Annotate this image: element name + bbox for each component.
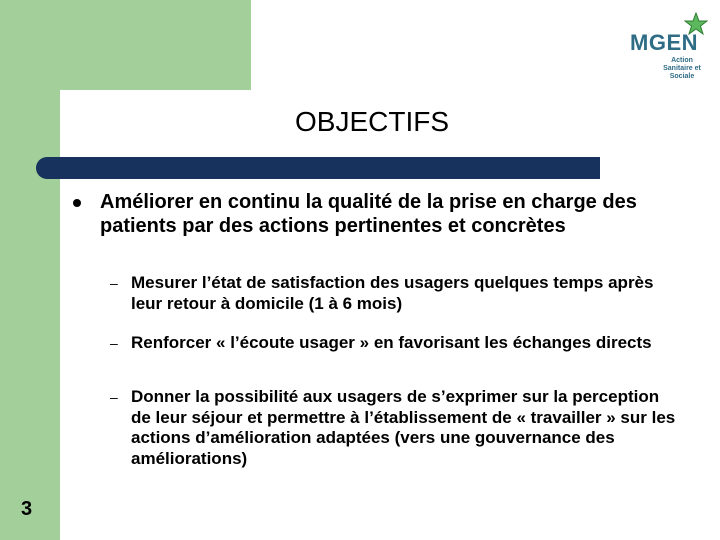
- top-green-panel: [60, 0, 251, 90]
- logo-subtitle-line2: Sanitaire et Sociale: [663, 65, 701, 80]
- logo-subtitle-line1: Action: [671, 57, 693, 64]
- sub-bullet-dash: –: [110, 335, 118, 351]
- slide-title: OBJECTIFS: [294, 106, 449, 137]
- page-number: 3: [21, 498, 33, 520]
- logo-name: MGEN: [630, 30, 698, 55]
- mgen-logo: [622, 12, 712, 80]
- bullet-dot-icon: [73, 199, 81, 207]
- title-underline-bar: [36, 157, 600, 179]
- main-bullet-text: Améliorer en continu la qualité de la prise en charge des patients par des actions pertinentes et concrètes: [100, 191, 637, 237]
- sub-bullet-text: Donner la possibilité aux usagers de s’exprimer sur la perception de leur séjour et permettre à l’établissement de « travailler » sur les actions d’amélioration adaptées (vers une gouvernance des améliorations): [131, 387, 676, 468]
- sub-bullet-dash: –: [110, 275, 118, 291]
- sub-bullet-text: Mesurer l’état de satisfaction des usagers quelques temps après leur retour à domicile (1 à 6 mois): [131, 273, 654, 313]
- left-green-panel: [0, 0, 60, 540]
- sub-bullet-dash: –: [110, 389, 118, 405]
- logo-subtitle: [652, 57, 712, 81]
- sub-bullet-text: Renforcer « l’écoute usager » en favorisant les échanges directs: [131, 333, 652, 352]
